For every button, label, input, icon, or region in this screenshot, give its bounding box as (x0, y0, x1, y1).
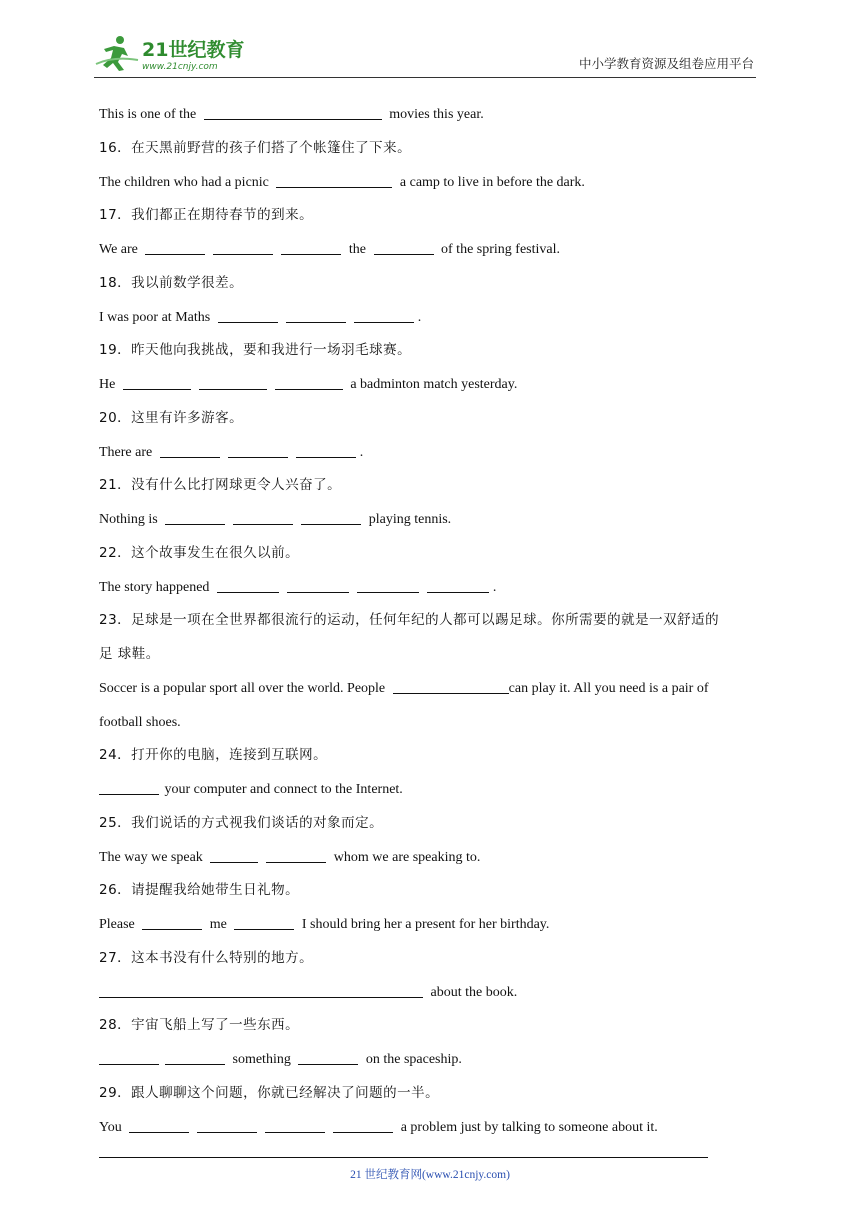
answer-blank[interactable] (165, 1050, 225, 1065)
text-segment: 27．这本书没有什么特别的地方。 (99, 949, 314, 966)
text-segment: 23．足球是一项在全世界都很流行的运动，任何年纪的人都可以踢足球。你所需要的就是一双舒适的 (99, 612, 720, 629)
text-segment: . (492, 579, 497, 595)
question-prompt (99, 469, 764, 503)
text-segment: on the spaceship. (362, 1052, 462, 1067)
answer-blank[interactable] (228, 443, 288, 458)
text-segment: something (229, 1052, 295, 1067)
text-segment: I should bring her a present for her birthday. (298, 917, 550, 932)
site-logo (94, 34, 264, 74)
answer-blank[interactable] (266, 848, 326, 863)
text-segment: He (99, 377, 119, 392)
question-prompt (99, 807, 764, 841)
answer-blank[interactable] (160, 443, 220, 458)
answer-blank[interactable] (301, 510, 361, 525)
text-segment: a camp to live in before the dark. (396, 174, 585, 190)
text-segment: I was poor at Maths (99, 309, 214, 325)
text-segment: 22．这个故事发生在很久以前。 (99, 544, 300, 561)
text-segment: 21．没有什么比打网球更令人兴奋了。 (99, 477, 342, 494)
header-divider (94, 77, 756, 78)
text-segment: Soccer is a popular sport all over the world. People (99, 680, 389, 696)
text-segment: There are (99, 444, 156, 460)
answer-sentence (99, 98, 764, 132)
answer-blank[interactable] (354, 308, 414, 323)
text-segment: a problem just by talking to someone about it. (397, 1119, 658, 1135)
question-prompt (99, 942, 764, 976)
answer-blank[interactable] (217, 578, 279, 593)
text-segment: can play it. All you need is a pair of (508, 680, 709, 696)
text-segment: the (345, 242, 370, 257)
answer-blank[interactable] (286, 308, 346, 323)
exercise-content (99, 98, 764, 1144)
answer-blank[interactable] (298, 1050, 358, 1065)
text-segment: . (359, 444, 364, 460)
text-segment: of the spring festival. (437, 242, 560, 257)
text-segment: whom we are speaking to. (330, 849, 481, 865)
text-segment: movies this year. (385, 107, 484, 122)
answer-blank[interactable] (99, 780, 159, 795)
answer-blank[interactable] (374, 240, 434, 255)
answer-sentence (99, 706, 764, 740)
text-segment: This is one of the (99, 107, 200, 122)
answer-blank[interactable] (197, 1118, 257, 1133)
text-segment: playing tennis. (365, 512, 452, 527)
text-segment: your computer and connect to the Internet. (161, 782, 403, 797)
answer-sentence (99, 233, 764, 267)
question-prompt (99, 739, 764, 773)
question-prompt (99, 132, 764, 166)
page-footer: 21 世纪教育网(www.21cnjy.com) (350, 1169, 510, 1181)
text-segment: me (206, 917, 231, 932)
text-segment: The way we speak (99, 849, 207, 865)
text-segment: a badminton match yesterday. (346, 377, 518, 392)
svg-text:www.21cnjy.com: www.21cnjy.com (142, 62, 218, 72)
answer-blank[interactable] (393, 679, 509, 694)
answer-blank[interactable] (123, 375, 191, 390)
answer-sentence (99, 166, 764, 200)
answer-sentence (99, 503, 764, 537)
answer-sentence (99, 436, 764, 470)
question-prompt (99, 402, 764, 436)
question-prompt (99, 199, 764, 233)
svg-text:21世纪教育: 21世纪教育 (142, 39, 245, 61)
text-segment: 26．请提醒我给她带生日礼物。 (99, 882, 300, 899)
question-prompt (99, 638, 764, 672)
question-prompt (99, 267, 764, 301)
text-segment: 28．宇宙飞船上写了一些东西。 (99, 1017, 300, 1034)
footer-divider (99, 1157, 708, 1158)
answer-sentence (99, 841, 764, 875)
answer-blank[interactable] (165, 510, 225, 525)
answer-blank[interactable] (281, 240, 341, 255)
answer-blank[interactable] (265, 1118, 325, 1133)
answer-blank[interactable] (233, 510, 293, 525)
answer-sentence (99, 301, 764, 335)
text-segment: . (417, 309, 422, 325)
answer-sentence (99, 773, 764, 807)
text-segment: 18．我以前数学很差。 (99, 274, 244, 291)
text-segment: 16．在天黑前野营的孩子们搭了个帐篷住了下来。 (99, 139, 412, 156)
answer-sentence (99, 368, 764, 402)
platform-name: 中小学教育资源及组卷应用平台 (578, 56, 754, 71)
answer-blank[interactable] (99, 1050, 159, 1065)
text-segment: Please (99, 917, 139, 932)
answer-blank[interactable] (213, 240, 273, 255)
question-prompt (99, 1009, 764, 1043)
answer-blank[interactable] (218, 308, 278, 323)
answer-blank[interactable] (99, 983, 423, 998)
answer-blank[interactable] (296, 443, 356, 458)
question-prompt (99, 874, 764, 908)
text-segment: 20．这里有许多游客。 (99, 409, 244, 426)
text-segment: 24．打开你的电脑，连接到互联网。 (99, 747, 328, 764)
answer-blank[interactable] (427, 578, 489, 593)
answer-sentence (99, 976, 764, 1010)
answer-blank[interactable] (234, 915, 294, 930)
page-header (94, 30, 756, 78)
answer-sentence (99, 1043, 764, 1077)
answer-sentence (99, 672, 764, 706)
answer-blank[interactable] (210, 848, 258, 863)
answer-blank[interactable] (333, 1118, 393, 1133)
text-segment: 17．我们都正在期待春节的到来。 (99, 207, 314, 224)
answer-blank[interactable] (145, 240, 205, 255)
answer-sentence (99, 1111, 764, 1145)
question-prompt (99, 1077, 764, 1111)
text-segment: Nothing is (99, 512, 162, 527)
answer-blank[interactable] (276, 173, 392, 188)
question-prompt (99, 537, 764, 571)
text-segment: We are (99, 242, 142, 257)
text-segment: The story happened (99, 579, 213, 595)
question-prompt (99, 604, 764, 638)
answer-blank[interactable] (204, 105, 382, 120)
answer-blank[interactable] (142, 915, 202, 930)
answer-blank[interactable] (275, 375, 343, 390)
text-segment: 25．我们说话的方式视我们谈话的对象而定。 (99, 814, 384, 831)
text-segment: football shoes. (99, 714, 181, 730)
answer-blank[interactable] (287, 578, 349, 593)
text-segment: The children who had a picnic (99, 174, 273, 190)
question-prompt (99, 334, 764, 368)
runner-icon (96, 36, 138, 71)
text-segment: about the book. (427, 984, 518, 1000)
answer-blank[interactable] (129, 1118, 189, 1133)
text-segment: 足 球鞋。 (99, 646, 160, 662)
answer-blank[interactable] (199, 375, 267, 390)
answer-sentence (99, 571, 764, 605)
answer-sentence (99, 908, 764, 942)
answer-blank[interactable] (357, 578, 419, 593)
text-segment: You (99, 1119, 126, 1135)
text-segment: 29．跟人聊聊这个问题，你就已经解决了问题的一半。 (99, 1084, 440, 1101)
text-segment: 19．昨天他向我挑战，要和我进行一场羽毛球赛。 (99, 342, 412, 359)
